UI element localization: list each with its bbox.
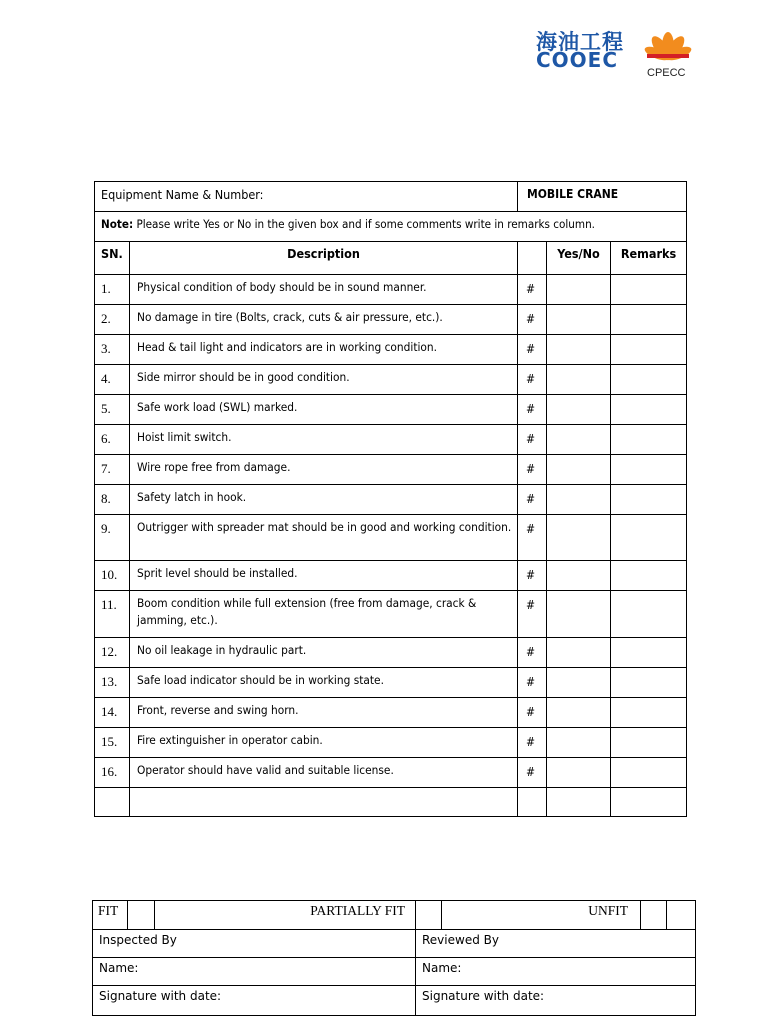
unfit-checkbox[interactable] <box>641 901 667 930</box>
fit-checkbox[interactable] <box>128 901 155 930</box>
equipment-value: MOBILE CRANE <box>527 187 619 201</box>
remarks-entry-cell[interactable] <box>611 668 687 698</box>
yes-no-entry-cell[interactable] <box>547 728 611 758</box>
item-mark: # <box>518 425 547 455</box>
yes-no-entry-cell[interactable] <box>547 591 611 638</box>
checklist-row <box>95 305 687 335</box>
item-sn: 2. <box>95 305 130 335</box>
item-description: Outrigger with spreader mat should be in good and working condition. <box>130 515 518 561</box>
checklist-row <box>95 425 687 455</box>
checklist-row <box>95 275 687 305</box>
equipment-label: Equipment Name & Number: <box>101 187 264 202</box>
empty-mark-cell[interactable] <box>518 788 547 817</box>
remarks-entry-cell[interactable] <box>611 561 687 591</box>
equipment-label-cell <box>95 182 518 212</box>
yes-no-entry-cell[interactable] <box>547 275 611 305</box>
checklist-row <box>95 698 687 728</box>
item-mark: # <box>518 515 547 561</box>
empty-sn-cell[interactable] <box>95 788 130 817</box>
fitness-row <box>93 901 696 930</box>
item-mark: # <box>518 485 547 515</box>
fit-label: FIT <box>93 901 128 930</box>
item-description: Hoist limit switch. <box>130 425 518 455</box>
unfit-extra-cell <box>667 901 696 930</box>
reviewed-by-label: Reviewed By <box>416 930 696 958</box>
remarks-entry-cell[interactable] <box>611 455 687 485</box>
checklist-row <box>95 638 687 668</box>
item-description: Safe work load (SWL) marked. <box>130 395 518 425</box>
yes-no-entry-cell[interactable] <box>547 305 611 335</box>
cpecc-flame-logo-icon <box>643 24 693 64</box>
signoff-table <box>92 900 696 1016</box>
checklist-empty-row <box>95 788 687 817</box>
checklist-row <box>95 668 687 698</box>
inspection-checklist-table <box>94 181 687 817</box>
item-sn: 7. <box>95 455 130 485</box>
checklist-row <box>95 591 687 638</box>
item-mark: # <box>518 335 547 365</box>
empty-yes-no-cell[interactable] <box>547 788 611 817</box>
reviewer-name-field[interactable]: Name: <box>416 958 696 986</box>
item-mark: # <box>518 638 547 668</box>
item-mark: # <box>518 758 547 788</box>
logo-subtitle: CPECC <box>647 67 686 79</box>
company-name-chinese: 海油工程 <box>536 30 624 54</box>
item-sn: 13. <box>95 668 130 698</box>
yes-no-entry-cell[interactable] <box>547 425 611 455</box>
item-description: Boom condition while full extension (free from damage, crack & jamming, etc.). <box>130 591 518 638</box>
item-description: Operator should have valid and suitable license. <box>130 758 518 788</box>
checklist-row <box>95 395 687 425</box>
checklist-row <box>95 485 687 515</box>
item-mark: # <box>518 698 547 728</box>
empty-remarks-cell[interactable] <box>611 788 687 817</box>
equipment-row <box>95 182 687 212</box>
yes-no-entry-cell[interactable] <box>547 638 611 668</box>
item-description: No damage in tire (Bolts, crack, cuts & air pressure, etc.). <box>130 305 518 335</box>
item-sn: 15. <box>95 728 130 758</box>
item-sn: 11. <box>95 591 130 638</box>
yes-no-entry-cell[interactable] <box>547 335 611 365</box>
item-mark: # <box>518 305 547 335</box>
inspected-by-label: Inspected By <box>93 930 416 958</box>
item-mark: # <box>518 275 547 305</box>
item-sn: 10. <box>95 561 130 591</box>
yes-no-entry-cell[interactable] <box>547 395 611 425</box>
remarks-entry-cell[interactable] <box>611 638 687 668</box>
note-cell <box>95 212 687 242</box>
inspector-signature-field[interactable]: Signature with date: <box>93 986 416 1016</box>
item-description: Wire rope free from damage. <box>130 455 518 485</box>
yes-no-entry-cell[interactable] <box>547 515 611 561</box>
item-mark: # <box>518 561 547 591</box>
yes-no-entry-cell[interactable] <box>547 698 611 728</box>
signature-row <box>93 986 696 1016</box>
note-row <box>95 212 687 242</box>
empty-description-cell[interactable] <box>130 788 518 817</box>
yes-no-column-header: Yes/No <box>547 242 611 275</box>
item-description: No oil leakage in hydraulic part. <box>130 638 518 668</box>
item-mark: # <box>518 668 547 698</box>
yes-no-entry-cell[interactable] <box>547 485 611 515</box>
item-sn: 9. <box>95 515 130 561</box>
item-sn: 3. <box>95 335 130 365</box>
remarks-entry-cell[interactable] <box>611 591 687 638</box>
item-mark: # <box>518 591 547 638</box>
checklist-row <box>95 758 687 788</box>
note-prefix: Note: <box>101 217 134 231</box>
yes-no-entry-cell[interactable] <box>547 758 611 788</box>
sn-column-header: SN. <box>95 242 130 275</box>
inspected-reviewed-row <box>93 930 696 958</box>
mark-column-header <box>518 242 547 275</box>
item-description: Safe load indicator should be in working state. <box>130 668 518 698</box>
item-sn: 4. <box>95 365 130 395</box>
column-header-row <box>95 242 687 275</box>
item-sn: 8. <box>95 485 130 515</box>
checklist-row <box>95 455 687 485</box>
checklist-row <box>95 365 687 395</box>
item-description: Physical condition of body should be in sound manner. <box>130 275 518 305</box>
inspector-name-field[interactable]: Name: <box>93 958 416 986</box>
item-description: Sprit level should be installed. <box>130 561 518 591</box>
checklist-row <box>95 335 687 365</box>
checklist-row <box>95 561 687 591</box>
partially-fit-label: PARTIALLY FIT <box>155 901 416 930</box>
remarks-entry-cell[interactable] <box>611 485 687 515</box>
name-row <box>93 958 696 986</box>
item-sn: 14. <box>95 698 130 728</box>
item-sn: 6. <box>95 425 130 455</box>
reviewer-signature-field[interactable]: Signature with date: <box>416 986 696 1016</box>
item-description: Side mirror should be in good condition. <box>130 365 518 395</box>
item-description: Fire extinguisher in operator cabin. <box>130 728 518 758</box>
remarks-entry-cell[interactable] <box>611 698 687 728</box>
equipment-value-cell[interactable] <box>518 182 687 212</box>
description-column-header: Description <box>130 242 518 275</box>
remarks-entry-cell[interactable] <box>611 365 687 395</box>
unfit-label: UNFIT <box>442 901 641 930</box>
remarks-entry-cell[interactable] <box>611 275 687 305</box>
yes-no-entry-cell[interactable] <box>547 365 611 395</box>
item-description: Head & tail light and indicators are in working condition. <box>130 335 518 365</box>
item-mark: # <box>518 455 547 485</box>
item-sn: 12. <box>95 638 130 668</box>
checklist-row <box>95 728 687 758</box>
item-sn: 1. <box>95 275 130 305</box>
remarks-entry-cell[interactable] <box>611 515 687 561</box>
item-sn: 16. <box>95 758 130 788</box>
checklist-row <box>95 515 687 561</box>
remarks-entry-cell[interactable] <box>611 425 687 455</box>
remarks-entry-cell[interactable] <box>611 728 687 758</box>
yes-no-entry-cell[interactable] <box>547 668 611 698</box>
item-mark: # <box>518 395 547 425</box>
item-mark: # <box>518 728 547 758</box>
note-text: Please write Yes or No in the given box and if some comments write in remarks column. <box>133 217 595 231</box>
item-description: Front, reverse and swing horn. <box>130 698 518 728</box>
yes-no-entry-cell[interactable] <box>547 455 611 485</box>
remarks-entry-cell[interactable] <box>611 335 687 365</box>
remarks-column-header: Remarks <box>611 242 687 275</box>
yes-no-entry-cell[interactable] <box>547 561 611 591</box>
item-mark: # <box>518 365 547 395</box>
partially-fit-checkbox[interactable] <box>416 901 442 930</box>
item-sn: 5. <box>95 395 130 425</box>
company-name-english: COOEC <box>536 48 619 72</box>
remarks-entry-cell[interactable] <box>611 395 687 425</box>
remarks-entry-cell[interactable] <box>611 758 687 788</box>
remarks-entry-cell[interactable] <box>611 305 687 335</box>
item-description: Safety latch in hook. <box>130 485 518 515</box>
